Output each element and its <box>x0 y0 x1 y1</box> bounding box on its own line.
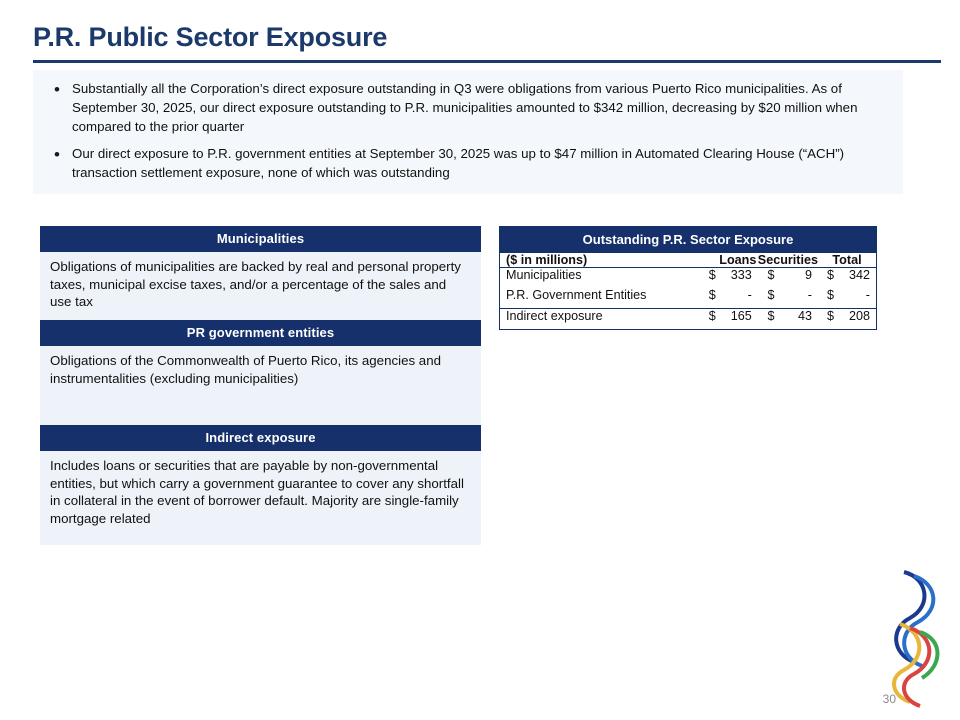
cell-securities-value: 9 <box>804 268 812 282</box>
table-col-loans: Loans <box>719 253 757 267</box>
cell-total-currency: $ <box>826 288 834 302</box>
cell-securities-currency: $ <box>767 288 775 302</box>
bullet-text: Our direct exposure to P.R. government entities at September 30, 2025 was up to $47 million in Automated Clearing House (“ACH”) transaction settlement exposure, none of which was outstanding <box>72 145 845 180</box>
cell-total-currency: $ <box>826 309 834 323</box>
company-logo-icon <box>870 562 950 712</box>
card-indirect-exposure <box>40 425 481 545</box>
bullet-dot-icon: • <box>54 80 60 99</box>
card-municipalities <box>40 226 481 334</box>
cell-total-value: 208 <box>848 309 870 323</box>
cell-total-value: - <box>865 288 870 302</box>
exposure-table <box>500 253 876 329</box>
cell-loans-value: - <box>747 288 752 302</box>
card-indirect-exposure-body: Includes loans or securities that are payable by non-governmental entities, but which carry a government guarantee to cover any shortfall in collateral in the event of borrower default. Majority are single-family mortgage related <box>40 451 481 545</box>
exposure-table-container <box>499 226 877 330</box>
table-row <box>500 268 876 283</box>
cell-loans-currency: $ <box>708 309 716 323</box>
exposure-table-title: Outstanding P.R. Sector Exposure <box>500 227 876 253</box>
table-col-total: Total <box>818 253 876 268</box>
table-col-securities: Securities <box>757 253 818 267</box>
summary-callout <box>33 70 903 194</box>
cell-loans-value: 333 <box>730 268 752 282</box>
card-municipalities-header: Municipalities <box>40 226 481 252</box>
cell-loans-currency: $ <box>708 288 716 302</box>
page-number: 30 <box>882 692 896 706</box>
card-indirect-exposure-header: Indirect exposure <box>40 425 481 451</box>
cell-total-currency: $ <box>826 268 834 282</box>
table-units-label: ($ in millions) <box>500 253 718 268</box>
cell-securities-value: - <box>807 288 812 302</box>
cell-loans-value: 165 <box>730 309 752 323</box>
bullet-item <box>45 145 891 183</box>
page-title: P.R. Public Sector Exposure <box>33 22 388 52</box>
bullet-dot-icon: • <box>54 144 60 164</box>
table-row <box>500 309 876 324</box>
cell-loans-currency: $ <box>708 268 716 282</box>
title-divider <box>33 60 941 63</box>
table-row <box>500 288 876 302</box>
card-pr-government-entities-header: PR government entities <box>40 320 481 346</box>
cell-securities-value: 43 <box>797 309 812 323</box>
table-header-row <box>500 253 876 268</box>
card-municipalities-body: Obligations of municipalities are backed by real and personal property taxes, municipal excise taxes, and/or a percentage of the sales and use tax <box>40 252 481 334</box>
row-label-pr-government-entities: P.R. Government Entities <box>506 288 647 302</box>
bullet-item <box>45 80 891 137</box>
cell-securities-currency: $ <box>767 309 775 323</box>
row-label-indirect-exposure: Indirect exposure <box>506 309 603 323</box>
row-label-municipalities: Municipalities <box>506 268 582 282</box>
card-pr-government-entities-body: Obligations of the Commonwealth of Puerto Rico, its agencies and instrumentalities (excluding municipalities) <box>40 346 481 446</box>
bullet-text: Substantially all the Corporation’s direct exposure outstanding in Q3 were obligations from various Puerto Rico municipalities. As of September 30, 2025, our direct exposure outstanding to P.R. municipalities amounted to $342 million, decreasing by $20 million when compared to the prior quarter <box>72 81 858 134</box>
cell-securities-currency: $ <box>767 268 775 282</box>
cell-total-value: 342 <box>848 268 870 282</box>
table-spacer <box>500 323 876 329</box>
